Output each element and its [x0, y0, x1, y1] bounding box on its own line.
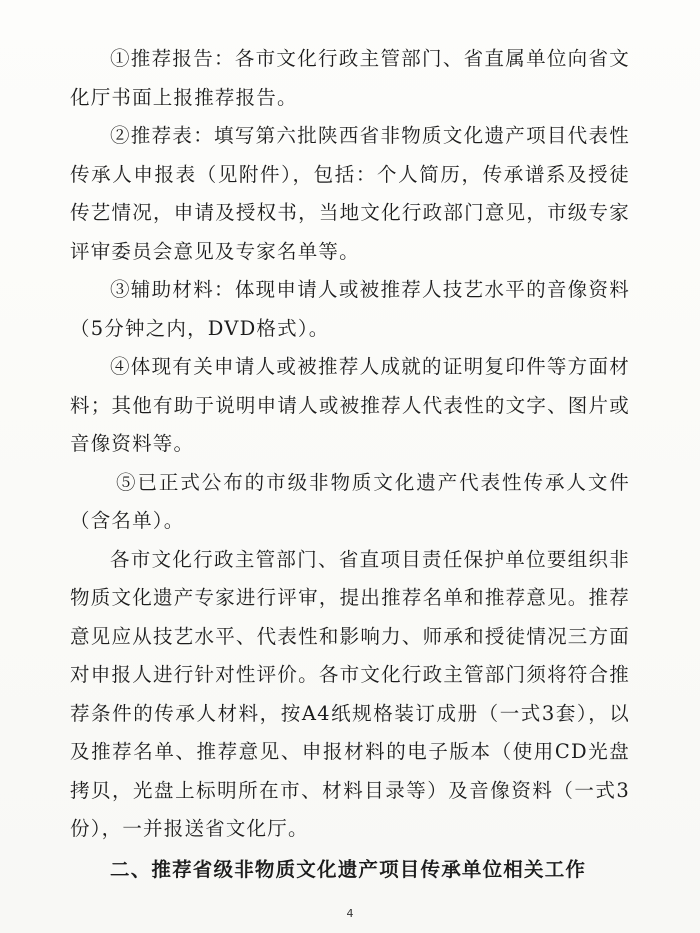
paragraph-evaluation-procedure: 各市文化行政主管部门、省直项目责任保护单位要组织非物质文化遗产专家进行评审，提出推荐名单和推荐意见。推荐意见应从技艺水平、代表性和影响力、师承和授徒情况三方面对申报人进行针对性评价。各市文化行政主管部门须将符合推荐条件的传承人材料，按A4纸规格装订成册（一式3套），以及推荐名单、推荐意见、申报材料的电子版本（使用CD光盘拷贝，光盘上标明所在市、材料目录等）及音像资料（一式3份），一并报送省文化厅。 [70, 547, 630, 840]
section-heading-two: 二、推荐省级非物质文化遗产项目传承单位相关工作 [110, 857, 587, 881]
paragraph-recommendation-form: ②推荐表：填写第六批陕西省非物质文化遗产项目代表性传承人申报表（见附件），包括：个人简历，传承谱系及授徒传艺情况，申请及授权书，当地文化行政部门意见，市级专家评审委员会意见及专家名单等。 [70, 124, 630, 263]
paragraph-recommendation-report: ①推荐报告：各市文化行政主管部门、省直属单位向省文化厅书面上报推荐报告。 [70, 47, 630, 109]
page-number: 4 [346, 907, 354, 920]
paragraph-auxiliary-materials: ③辅助材料：体现申请人或被推荐人技艺水平的音像资料（5分钟之内，DVD格式）。 [70, 278, 630, 340]
paragraph-municipal-list: ⑤已正式公布的市级非物质文化遗产代表性传承人文件（含名单）。 [70, 470, 630, 532]
paragraph-achievement-proof: ④体现有关申请人或被推荐人成就的证明复印件等方面材料；其他有助于说明申请人或被推荐人代表性的文字、图片或音像资料等。 [70, 355, 630, 455]
document-body [70, 40, 630, 889]
